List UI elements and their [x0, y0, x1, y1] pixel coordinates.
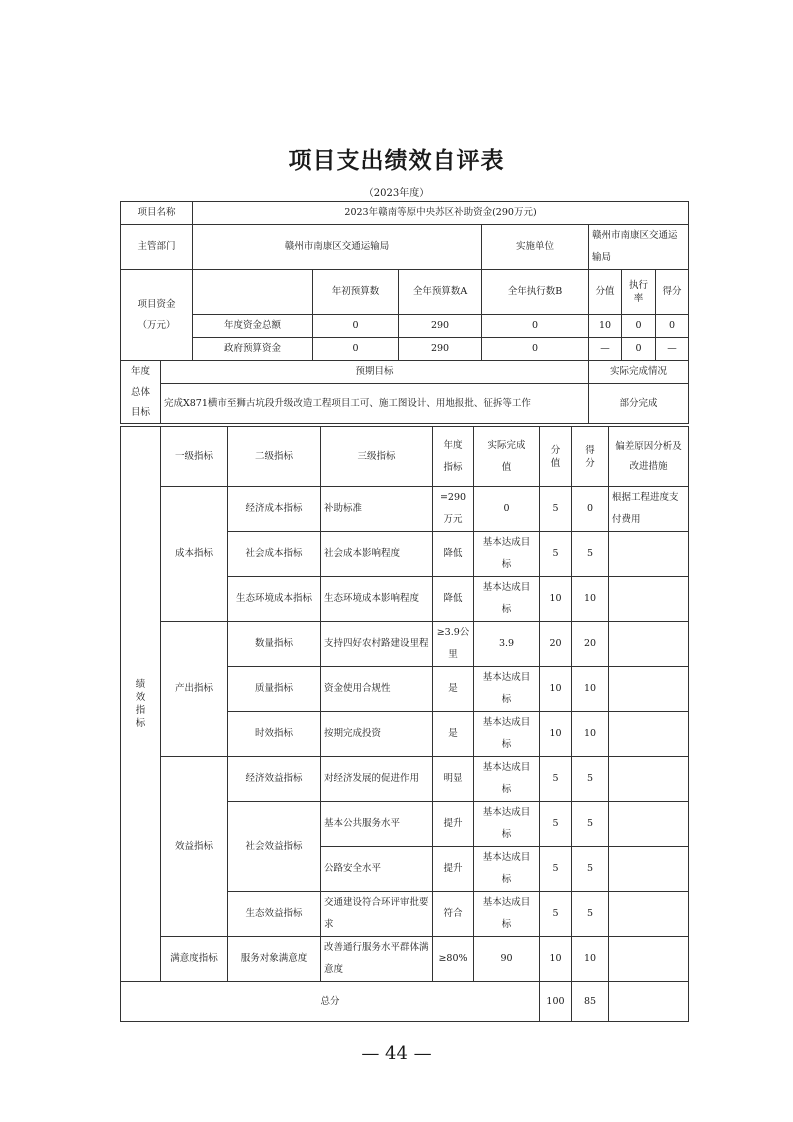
- perf-target: 提升: [433, 802, 474, 847]
- funds-header: 全年执行数B: [482, 270, 589, 315]
- perf-actual: 基本达成目标: [474, 802, 540, 847]
- perf-level1: 成本指标: [161, 487, 228, 622]
- goals-expected: 完成X871横市至狮古坑段升级改造工程项目工可、施工图设计、用地报批、征拆等工作: [161, 384, 589, 424]
- perf-row: [121, 487, 689, 532]
- perf-header: 一级指标: [161, 427, 228, 487]
- perf-target: 降低: [433, 577, 474, 622]
- perf-score: 5: [572, 532, 609, 577]
- funds-cell: 0: [313, 338, 399, 361]
- perf-level3: 资金使用合规性: [321, 667, 433, 712]
- funds-row: [121, 338, 689, 361]
- perf-level2: 经济成本指标: [228, 487, 321, 532]
- project-name-label: 项目名称: [121, 202, 193, 225]
- perf-score: 10: [572, 577, 609, 622]
- funds-label: 项目资金 （万元）: [121, 270, 193, 361]
- perf-score-max: 10: [540, 712, 572, 757]
- perf-actual: 基本达成目标: [474, 847, 540, 892]
- perf-target: ≥3.9公里: [433, 622, 474, 667]
- perf-total-blank: [609, 982, 689, 1022]
- perf-target: 符合: [433, 892, 474, 937]
- dept-row: [121, 225, 689, 270]
- goals-side-label: 年度 总体 目标: [121, 361, 161, 424]
- perf-score-max: 10: [540, 937, 572, 982]
- perf-score-max: 5: [540, 487, 572, 532]
- dept-value: 赣州市南康区交通运输局: [193, 225, 482, 270]
- funds-cell: 0: [622, 338, 656, 361]
- perf-reason: [609, 802, 689, 847]
- funds-cell: —: [656, 338, 689, 361]
- perf-reason: [609, 937, 689, 982]
- perf-actual: 基本达成目标: [474, 667, 540, 712]
- perf-level1: 满意度指标: [161, 937, 228, 982]
- perf-reason: [609, 622, 689, 667]
- perf-header: 二级指标: [228, 427, 321, 487]
- perf-actual: 基本达成目标: [474, 757, 540, 802]
- perf-level3: 改善通行服务水平群体满意度: [321, 937, 433, 982]
- perf-actual: 基本达成目标: [474, 577, 540, 622]
- funds-header: 得分: [656, 270, 689, 315]
- funds-header: 全年预算数A: [399, 270, 482, 315]
- perf-reason: [609, 712, 689, 757]
- funds-header-row: [121, 270, 689, 315]
- perf-score: 20: [572, 622, 609, 667]
- funds-row: [121, 315, 689, 338]
- perf-reason: [609, 532, 689, 577]
- perf-level3: 公路安全水平: [321, 847, 433, 892]
- perf-score: 10: [572, 937, 609, 982]
- project-name-value: 2023年赣南等原中央苏区补助资金(290万元): [193, 202, 689, 225]
- funds-row-label: 年度资金总额: [193, 315, 313, 338]
- perf-actual: 0: [474, 487, 540, 532]
- perf-score-max: 10: [540, 667, 572, 712]
- perf-level1: 产出指标: [161, 622, 228, 757]
- funds-row-label: 政府预算资金: [193, 338, 313, 361]
- perf-level3: 交通建设符合环评审批要求: [321, 892, 433, 937]
- perf-level3: 支持四好农村路建设里程: [321, 622, 433, 667]
- perf-level2: 服务对象满意度: [228, 937, 321, 982]
- perf-header: 分值: [540, 427, 572, 487]
- perf-reason: [609, 892, 689, 937]
- perf-level3: 补助标准: [321, 487, 433, 532]
- perf-header: 年度指标: [433, 427, 474, 487]
- perf-reason: [609, 847, 689, 892]
- project-name-row: [121, 202, 689, 225]
- page-number: — 44 —: [361, 1043, 432, 1064]
- funds-cell: —: [589, 338, 622, 361]
- perf-level2: 经济效益指标: [228, 757, 321, 802]
- perf-score: 5: [572, 802, 609, 847]
- perf-target: 提升: [433, 847, 474, 892]
- perf-actual: 基本达成目标: [474, 712, 540, 757]
- perf-reason: [609, 757, 689, 802]
- goals-header-row: [121, 361, 689, 384]
- funds-header: 执行率: [622, 270, 656, 315]
- perf-level3: 社会成本影响程度: [321, 532, 433, 577]
- perf-level2: 生态效益指标: [228, 892, 321, 937]
- perf-score-max: 10: [540, 577, 572, 622]
- funds-header: 年初预算数: [313, 270, 399, 315]
- goals-actual-header: 实际完成情况: [589, 361, 689, 384]
- perf-header: 偏差原因分析及改进措施: [609, 427, 689, 487]
- perf-side-label: 绩效指标: [121, 427, 161, 982]
- perf-score: 10: [572, 712, 609, 757]
- perf-actual: 90: [474, 937, 540, 982]
- funds-cell: 0: [622, 315, 656, 338]
- perf-total-score: 85: [572, 982, 609, 1022]
- perf-score-max: 20: [540, 622, 572, 667]
- perf-score: 5: [572, 757, 609, 802]
- impl-label: 实施单位: [482, 225, 589, 270]
- perf-total-label: 总分: [121, 982, 540, 1022]
- perf-row: [121, 757, 689, 802]
- funds-cell: 290: [399, 338, 482, 361]
- perf-score-max: 5: [540, 892, 572, 937]
- dept-label: 主管部门: [121, 225, 193, 270]
- perf-level2: 社会成本指标: [228, 532, 321, 577]
- perf-header: 得分: [572, 427, 609, 487]
- funds-header: 分值: [589, 270, 622, 315]
- perf-score: 5: [572, 892, 609, 937]
- perf-header-row: [121, 427, 689, 487]
- perf-score-max: 5: [540, 802, 572, 847]
- perf-level3: 按期完成投资: [321, 712, 433, 757]
- perf-level3: 对经济发展的促进作用: [321, 757, 433, 802]
- perf-target: 是: [433, 712, 474, 757]
- perf-reason: [609, 577, 689, 622]
- funds-cell: 0: [656, 315, 689, 338]
- perf-target: =290万元: [433, 487, 474, 532]
- perf-level1: 效益指标: [161, 757, 228, 937]
- perf-score-max: 5: [540, 847, 572, 892]
- perf-target: 明显: [433, 757, 474, 802]
- perf-score-max: 5: [540, 532, 572, 577]
- funds-cell: 0: [482, 338, 589, 361]
- perf-total-max: 100: [540, 982, 572, 1022]
- perf-level3: 基本公共服务水平: [321, 802, 433, 847]
- perf-reason: 根据工程进度支付费用: [609, 487, 689, 532]
- perf-target: ≥80%: [433, 937, 474, 982]
- perf-level2: 数量指标: [228, 622, 321, 667]
- perf-row: [121, 937, 689, 982]
- perf-level2: 社会效益指标: [228, 802, 321, 892]
- perf-actual: 基本达成目标: [474, 532, 540, 577]
- funds-cell: 0: [313, 315, 399, 338]
- funds-header-blank: [193, 270, 313, 315]
- info-table: [120, 201, 689, 424]
- perf-score: 10: [572, 667, 609, 712]
- impl-value: 赣州市南康区交通运输局: [589, 225, 689, 270]
- perf-actual: 3.9: [474, 622, 540, 667]
- perf-target: 是: [433, 667, 474, 712]
- perf-target: 降低: [433, 532, 474, 577]
- funds-cell: 290: [399, 315, 482, 338]
- perf-score: 0: [572, 487, 609, 532]
- goals-row: [121, 384, 689, 424]
- perf-score-max: 5: [540, 757, 572, 802]
- perf-row: [121, 622, 689, 667]
- perf-level2: 时效指标: [228, 712, 321, 757]
- performance-table: [120, 426, 689, 1022]
- page-subtitle: （2023年度）: [363, 188, 430, 199]
- goals-expected-header: 预期目标: [161, 361, 589, 384]
- perf-level2: 质量指标: [228, 667, 321, 712]
- perf-reason: [609, 667, 689, 712]
- perf-level3: 生态环境成本影响程度: [321, 577, 433, 622]
- funds-cell: 0: [482, 315, 589, 338]
- perf-level2: 生态环境成本指标: [228, 577, 321, 622]
- perf-total-row: [121, 982, 689, 1022]
- funds-cell: 10: [589, 315, 622, 338]
- goals-actual: 部分完成: [589, 384, 689, 424]
- page-title: 项目支出绩效自评表: [288, 147, 505, 174]
- perf-header: 实际完成值: [474, 427, 540, 487]
- perf-header: 三级指标: [321, 427, 433, 487]
- perf-score: 5: [572, 847, 609, 892]
- perf-actual: 基本达成目标: [474, 892, 540, 937]
